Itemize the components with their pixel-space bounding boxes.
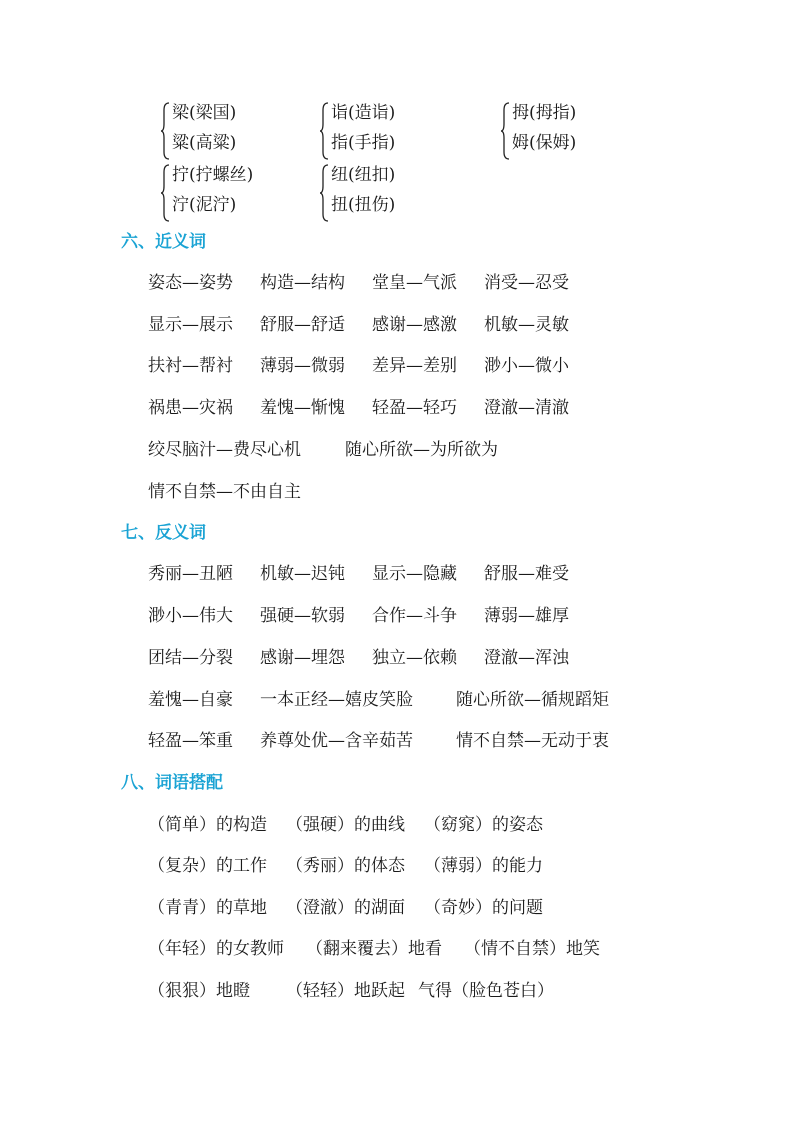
antonym-row [148,604,569,628]
char-group [160,102,340,162]
word-pair: 一本正经—嬉皮笑脸 [260,690,413,710]
collocation-row [148,854,543,878]
word-pair: 显示—展示 [148,315,233,335]
synonym-row [148,354,569,378]
synonym-row [148,396,569,420]
word-pair: 轻盈—轻巧 [372,398,457,418]
group-line: 扭(扭伤) [331,195,396,215]
collocation: （轻轻）地跃起 [286,981,405,1001]
collocation-row [148,896,543,920]
word-pair: 绞尽脑汁—费尽心机 [148,440,301,460]
group-line: 指(手指) [331,133,396,153]
word-pair: 渺小—伟大 [148,606,233,626]
word-pair: 薄弱—微弱 [260,356,345,376]
word-pair: 随心所欲—循规蹈矩 [456,690,609,710]
word-pair: 机敏—灵敏 [484,315,569,335]
word-pair: 差异—差别 [372,356,457,376]
brace-icon [319,164,329,222]
collocation-row [148,937,600,961]
group-line: 粱(高粱) [172,133,237,153]
word-pair: 澄澈—清澈 [484,398,569,418]
collocation: （秀丽）的体态 [286,856,405,876]
word-pair: 感谢—感激 [372,315,457,335]
collocation: （薄弱）的能力 [424,856,543,876]
antonym-row [148,729,609,753]
word-pair: 合作—斗争 [372,606,457,626]
word-pair: 羞愧—惭愧 [260,398,345,418]
word-pair: 堂皇—气派 [372,273,457,293]
word-pair: 姿态—姿势 [148,273,233,293]
collocation: （青青）的草地 [148,898,267,918]
collocation: （情不自禁）地笑 [464,939,600,959]
word-pair: 随心所欲—为所欲为 [345,440,498,460]
antonym-row [148,562,569,586]
group-line: 纽(纽扣) [331,165,396,185]
section-title-antonyms: 七、反义词 [121,523,206,543]
char-group [500,102,680,162]
word-pair: 舒服—难受 [484,564,569,584]
word-pair: 情不自禁—不由自主 [148,482,301,502]
brace-icon [160,102,170,160]
synonym-row [148,313,569,337]
brace-icon [500,102,510,160]
word-pair: 机敏—迟钝 [260,564,345,584]
word-pair: 羞愧—自豪 [148,690,233,710]
word-pair: 感谢—埋怨 [260,648,345,668]
section-title-collocations: 八、词语搭配 [121,773,223,793]
collocation-row [148,979,554,1003]
word-pair: 秀丽—丑陋 [148,564,233,584]
word-pair: 情不自禁—无动于衷 [456,731,609,751]
char-group [160,164,340,224]
collocation: （澄澈）的湖面 [286,898,405,918]
group-line: 梁(梁国) [172,103,237,123]
collocation: （窈窕）的姿态 [424,815,543,835]
word-pair: 强硬—软弱 [260,606,345,626]
collocation: 气得（脸色苍白） [418,981,554,1001]
synonym-row [148,480,301,504]
word-pair: 显示—隐藏 [372,564,457,584]
synonym-row [148,271,569,295]
brace-icon [160,164,170,222]
synonym-row [148,438,498,462]
word-pair: 渺小—微小 [484,356,569,376]
section-title-synonyms: 六、近义词 [121,232,206,252]
collocation: （复杂）的工作 [148,856,267,876]
word-pair: 团结—分裂 [148,648,233,668]
group-line: 诣(造诣) [331,103,396,123]
char-group [319,164,499,224]
group-line: 泞(泥泞) [172,195,237,215]
word-pair: 祸患—灾祸 [148,398,233,418]
char-group [319,102,499,162]
word-pair: 扶衬—帮衬 [148,356,233,376]
antonym-row [148,646,569,670]
group-line: 拇(拇指) [512,103,577,123]
word-pair: 澄澈—浑浊 [484,648,569,668]
collocation: （奇妙）的问题 [424,898,543,918]
collocation: （狠狠）地瞪 [148,981,250,1001]
antonym-row [148,688,609,712]
brace-icon [319,102,329,160]
word-pair: 消受—忍受 [484,273,569,293]
group-line: 姆(保姆) [512,133,577,153]
word-pair: 薄弱—雄厚 [484,606,569,626]
word-pair: 独立—依赖 [372,648,457,668]
word-pair: 轻盈—笨重 [148,731,233,751]
group-line: 拧(拧螺丝) [172,165,254,185]
collocation: （强硬）的曲线 [286,815,405,835]
word-pair: 舒服—舒适 [260,315,345,335]
collocation: （翻来覆去）地看 [306,939,442,959]
collocation: （年轻）的女教师 [148,939,284,959]
collocation: （简单）的构造 [148,815,267,835]
collocation-row [148,813,543,837]
word-pair: 养尊处优—含辛茹苦 [260,731,413,751]
word-pair: 构造—结构 [260,273,345,293]
